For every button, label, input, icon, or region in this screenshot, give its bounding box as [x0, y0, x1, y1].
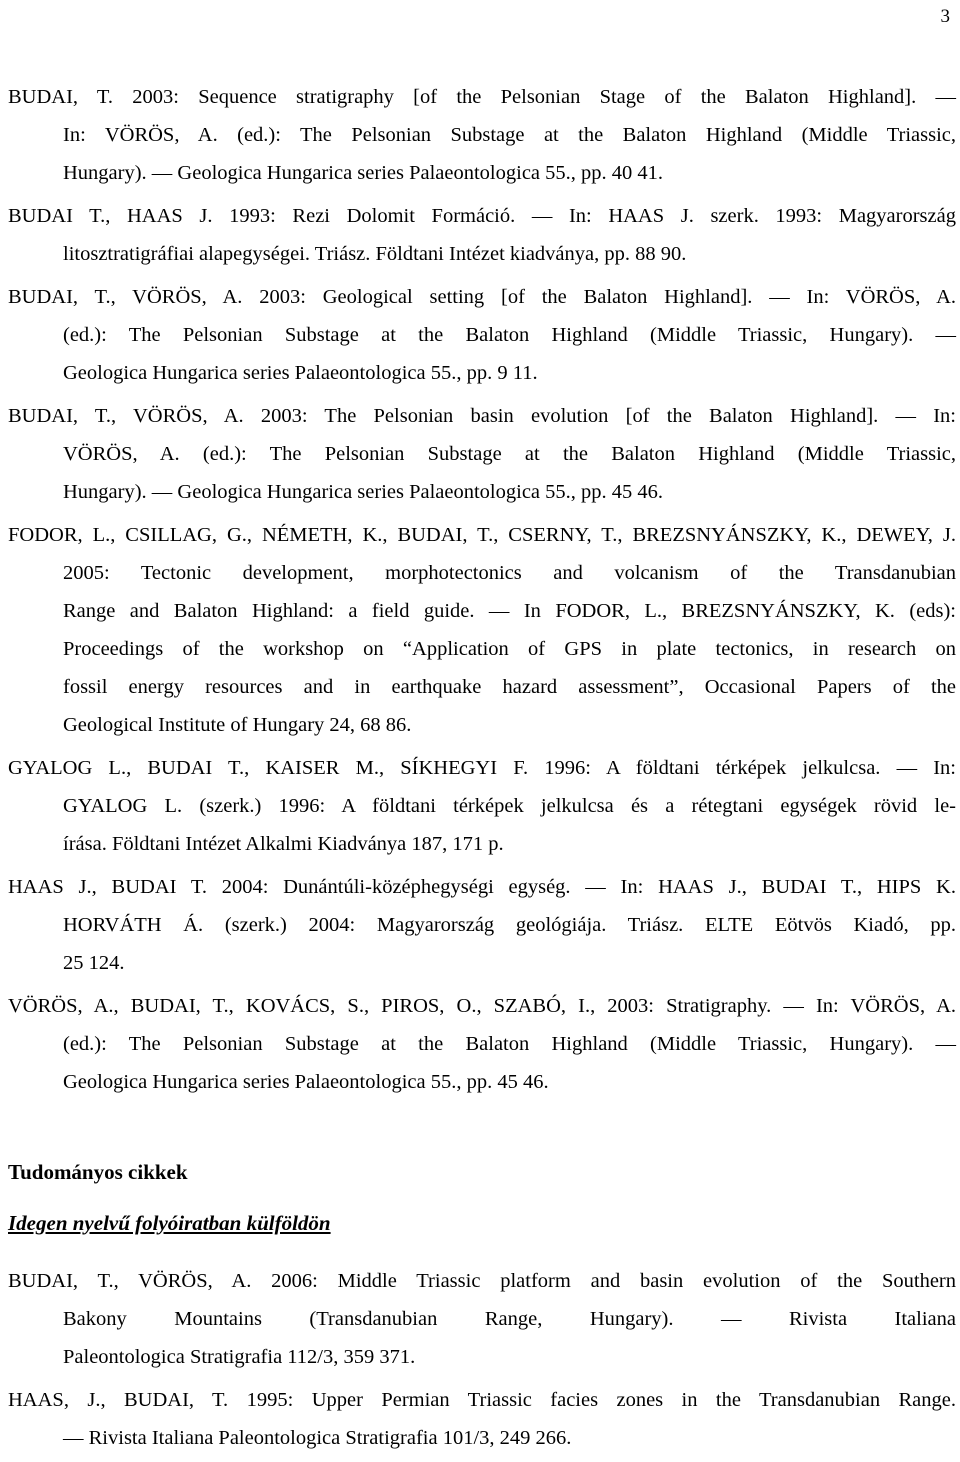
reference-line: BUDAI, T. 2003: Sequence stratigraphy [of the Pelsonian Stage of the Balaton Highland]. — — [8, 86, 956, 108]
reference-line: BUDAI, T., VÖRÖS, A. 2006: Middle Triassic platform and basin evolution of the Southern — [8, 1270, 956, 1292]
reference-entry — [8, 1381, 956, 1457]
reference-line: BUDAI, T., VÖRÖS, A. 2003: Geological setting [of the Balaton Highland]. — In: VÖRÖS, A. — [8, 286, 956, 308]
reference-line: Geologica Hungarica series Palaeontologica 55., pp. 45 46. — [63, 1071, 549, 1093]
reference-line: GYALOG L., BUDAI T., KAISER M., SÍKHEGYI F. 1996: A földtani térképek jelkulcsa. — In: — [8, 757, 956, 779]
reference-line: (ed.): The Pelsonian Substage at the Balaton Highland (Middle Triassic, Hungary). — — [63, 324, 956, 346]
reference-entry — [8, 987, 956, 1101]
reference-list-foreign — [8, 1262, 956, 1462]
reference-line: In: VÖRÖS, A. (ed.): The Pelsonian Substage at the Balaton Highland (Middle Triassic, — [63, 124, 956, 146]
reference-line: Bakony Mountains (Transdanubian Range, Hungary). — Rivista Italiana — [63, 1308, 956, 1330]
reference-line: HAAS, J., BUDAI, T. 1995: Upper Permian Triassic facies zones in the Transdanubian Range. — [8, 1389, 956, 1411]
reference-line: Range and Balaton Highland: a field guide. — In FODOR, L., BREZSNYÁNSZKY, K. (eds): — [63, 600, 956, 622]
reference-line: VÖRÖS, A. (ed.): The Pelsonian Substage at the Balaton Highland (Middle Triassic, — [63, 443, 956, 465]
reference-line: 2005: Tectonic development, morphotectonics and volcanism of the Transdanubian — [63, 562, 956, 584]
reference-entry — [8, 516, 956, 744]
reference-line: Hungary). — Geologica Hungarica series Palaeontologica 55., pp. 45 46. — [63, 481, 664, 503]
reference-entry — [8, 397, 956, 511]
section-heading-scientific-articles: Tudományos cikkek — [8, 1160, 188, 1184]
reference-entry — [8, 1262, 956, 1376]
page-number: 3 — [940, 6, 950, 27]
reference-entry — [8, 278, 956, 392]
reference-entry — [8, 749, 956, 863]
reference-list — [8, 78, 956, 1106]
reference-line: (ed.): The Pelsonian Substage at the Balaton Highland (Middle Triassic, Hungary). — — [63, 1033, 956, 1055]
reference-line: fossil energy resources and in earthquake hazard assessment”, Occasional Papers of the — [63, 676, 956, 698]
reference-line: Paleontologica Stratigrafia 112/3, 359 371. — [63, 1346, 416, 1368]
reference-line: BUDAI, T., VÖRÖS, A. 2003: The Pelsonian basin evolution [of the Balaton Highland]. — In: — [8, 405, 956, 427]
reference-line: VÖRÖS, A., BUDAI, T., KOVÁCS, S., PIROS, O., SZABÓ, I., 2003: Stratigraphy. — In: VÖRÖS, A. — [8, 995, 956, 1017]
reference-line: BUDAI T., HAAS J. 1993: Rezi Dolomit Formáció. — In: HAAS J. szerk. 1993: Magyarország — [8, 205, 956, 227]
reference-line: HAAS J., BUDAI T. 2004: Dunántúli-középhegységi egység. — In: HAAS J., BUDAI T., HIPS K. — [8, 876, 956, 898]
reference-line: Geological Institute of Hungary 24, 68 86. — [63, 714, 412, 736]
reference-line: HORVÁTH Á. (szerk.) 2004: Magyarország geológiája. Triász. ELTE Eötvös Kiadó, pp. — [63, 914, 956, 936]
reference-entry — [8, 197, 956, 273]
reference-line: FODOR, L., CSILLAG, G., NÉMETH, K., BUDAI, T., CSERNY, T., BREZSNYÁNSZKY, K., DEWEY, J. — [8, 524, 956, 546]
reference-line: Proceedings of the workshop on “Application of GPS in plate tectonics, in research on — [63, 638, 956, 660]
reference-entry — [8, 868, 956, 982]
section-heading-foreign-journals: Idegen nyelvű folyóiratban külföldön — [8, 1211, 331, 1235]
reference-line: írása. Földtani Intézet Alkalmi Kiadványa 187, 171 p. — [63, 833, 504, 855]
reference-line: — Rivista Italiana Paleontologica Stratigrafia 101/3, 249 266. — [63, 1427, 572, 1449]
reference-entry — [8, 78, 956, 192]
reference-line: Hungary). — Geologica Hungarica series Palaeontologica 55., pp. 40 41. — [63, 162, 664, 184]
reference-line: litosztratigráfiai alapegységei. Triász. Földtani Intézet kiadványa, pp. 88 90. — [63, 243, 687, 265]
reference-line: Geologica Hungarica series Palaeontologica 55., pp. 9 11. — [63, 362, 538, 384]
reference-line: 25 124. — [63, 952, 125, 974]
reference-line: GYALOG L. (szerk.) 1996: A földtani térképek jelkulcsa és a rétegtani egységek rövid le- — [63, 795, 956, 817]
